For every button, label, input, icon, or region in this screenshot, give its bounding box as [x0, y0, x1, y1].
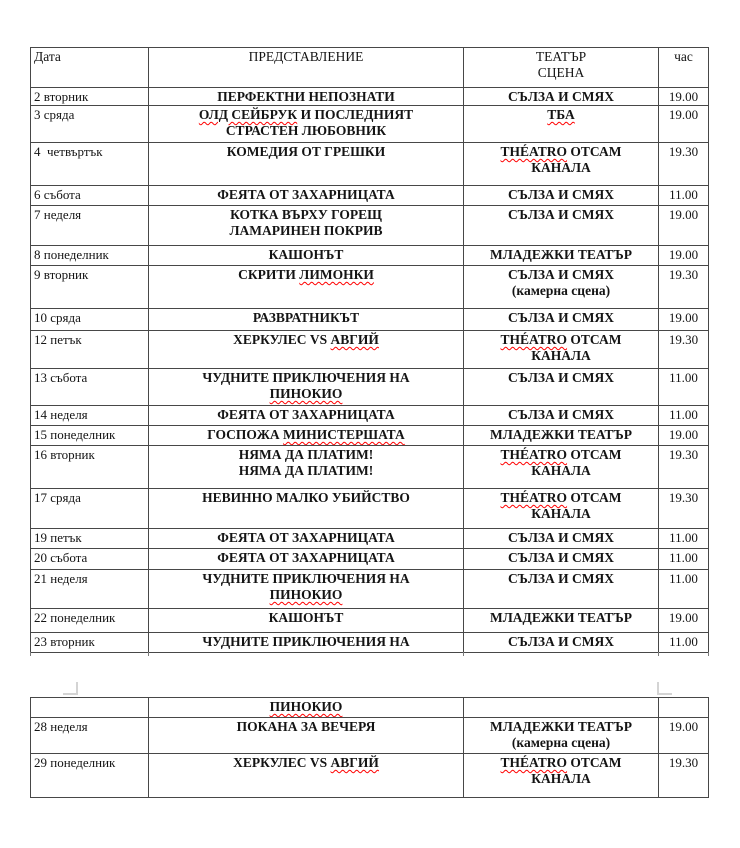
- text-segment: 16 вторник: [34, 447, 95, 462]
- text-segment: 11.00: [669, 571, 698, 586]
- cell-date: [31, 206, 149, 246]
- text-segment: ГОСПОЖА: [207, 427, 284, 442]
- text-segment: КАНАЛА: [531, 160, 591, 175]
- cell-performance: [149, 754, 464, 798]
- text-segment: 4 четвъртък: [34, 144, 103, 159]
- cell-performance: [149, 489, 464, 529]
- text-segment: ОТСАМ: [567, 332, 622, 347]
- cell-theatre: [464, 698, 659, 718]
- cell-theatre: [464, 331, 659, 369]
- text-segment: 19.00: [668, 107, 699, 122]
- text-segment: МЛАДЕЖКИ ТЕАТЪР: [489, 610, 632, 625]
- cell-date: [31, 331, 149, 369]
- cell-performance: [149, 206, 464, 246]
- misspelled-word: THÉATRO: [500, 144, 568, 159]
- cell-date: [31, 446, 149, 489]
- cell-theatre: [464, 754, 659, 798]
- schedule-row: [31, 446, 709, 489]
- schedule-row: [31, 106, 709, 143]
- text-segment: 13 събота: [34, 370, 88, 385]
- cell-performance: [149, 186, 464, 206]
- cell-time: [659, 331, 709, 369]
- column-header-theatre: [464, 48, 659, 88]
- text-segment: ОТСАМ: [567, 490, 622, 505]
- cell-performance: [149, 88, 464, 106]
- border-tick: [463, 652, 464, 656]
- schedule-row: [31, 570, 709, 609]
- text-segment: 14 неделя: [34, 407, 88, 422]
- column-header-date: [31, 48, 149, 88]
- text-segment: 19.30: [668, 447, 699, 462]
- text-segment: 11.00: [669, 370, 698, 385]
- text-segment: 3 сряда: [34, 107, 75, 122]
- cell-date: [31, 88, 149, 106]
- text-segment: СЪЛЗА И СМЯХ: [507, 571, 615, 586]
- text-segment: ЧУДНИТЕ ПРИКЛЮЧЕНИЯ НА: [202, 571, 410, 586]
- text-segment: ЛАМАРИНЕН ПОКРИВ: [229, 223, 383, 238]
- text-segment: 19.00: [668, 207, 699, 222]
- text-segment: МЛАДЕЖКИ ТЕАТЪР: [489, 247, 632, 262]
- cell-time: [659, 718, 709, 754]
- schedule-row: [31, 698, 709, 718]
- schedule-row: [31, 369, 709, 406]
- cell-date: [31, 266, 149, 309]
- schedule-row: [31, 88, 709, 106]
- cell-performance: [149, 426, 464, 446]
- cell-theatre: [464, 529, 659, 549]
- cell-performance: [149, 609, 464, 633]
- cell-performance: [149, 549, 464, 570]
- schedule-table-page2: [30, 697, 709, 798]
- text-segment: 19.00: [668, 427, 699, 442]
- cell-performance: [149, 143, 464, 186]
- text-segment: КАНАЛА: [531, 506, 591, 521]
- cell-theatre: [464, 186, 659, 206]
- schedule-table-page1: [30, 47, 709, 653]
- cell-performance: [149, 698, 464, 718]
- text-segment: СЪЛЗА И СМЯХ: [507, 267, 615, 282]
- cell-theatre: [464, 718, 659, 754]
- cell-date: [31, 489, 149, 529]
- text-segment: ПЕРФЕКТНИ НЕПОЗНАТИ: [217, 89, 395, 104]
- cell-time: [659, 186, 709, 206]
- misspelled-word: ОЛД СЕЙБРУК: [198, 107, 298, 122]
- misspelled-word: ПИНОКИО: [269, 386, 343, 401]
- text-segment: 2 вторник: [34, 89, 89, 104]
- schedule-row: [31, 529, 709, 549]
- text-segment: ЧУДНИТЕ ПРИКЛЮЧЕНИЯ НА: [202, 370, 410, 385]
- cell-time: [659, 698, 709, 718]
- cell-theatre: [464, 570, 659, 609]
- text-segment: 19.00: [668, 89, 699, 104]
- text-segment: ОТСАМ: [567, 144, 622, 159]
- cell-time: [659, 570, 709, 609]
- text-segment: 20 събота: [34, 550, 88, 565]
- cell-performance: [149, 570, 464, 609]
- text-segment: 19.30: [668, 144, 699, 159]
- text-segment: 11.00: [669, 407, 698, 422]
- page-corner-mark-right: [657, 682, 672, 695]
- cell-theatre: [464, 609, 659, 633]
- cell-time: [659, 106, 709, 143]
- text-segment: НЯМА ДА ПЛАТИМ!: [238, 447, 374, 462]
- cell-time: [659, 369, 709, 406]
- cell-time: [659, 88, 709, 106]
- text-segment: 19.30: [668, 490, 699, 505]
- cell-theatre: [464, 489, 659, 529]
- text-segment: ФЕЯТА ОТ ЗАХАРНИЦАТА: [217, 187, 395, 202]
- text-segment: 8 понеделник: [34, 247, 109, 262]
- text-segment: ЧУДНИТЕ ПРИКЛЮЧЕНИЯ НА: [202, 634, 410, 649]
- text-segment: НЯМА ДА ПЛАТИМ!: [238, 463, 374, 478]
- text-segment: СЪЛЗА И СМЯХ: [507, 310, 615, 325]
- text-segment: (камерна сцена): [511, 735, 611, 750]
- cell-date: [31, 609, 149, 633]
- text-segment: ФЕЯТА ОТ ЗАХАРНИЦАТА: [217, 530, 395, 545]
- cell-time: [659, 529, 709, 549]
- misspelled-word: ЛИМОНКИ: [299, 267, 374, 282]
- cell-theatre: [464, 143, 659, 186]
- border-tick: [30, 652, 31, 656]
- cell-performance: [149, 369, 464, 406]
- cell-time: [659, 633, 709, 653]
- misspelled-word: МИНИСТЕРШАТА: [283, 427, 405, 442]
- text-segment: 15 понеделник: [34, 427, 116, 442]
- cell-date: [31, 246, 149, 266]
- cell-theatre: [464, 426, 659, 446]
- text-segment: СЪЛЗА И СМЯХ: [507, 370, 615, 385]
- schedule-row: [31, 406, 709, 426]
- text-segment: (камерна сцена): [511, 283, 611, 298]
- text-segment: 22 понеделник: [34, 610, 116, 625]
- border-tick: [708, 652, 709, 656]
- cell-performance: [149, 106, 464, 143]
- misspelled-word: ПИНОКИО: [269, 699, 343, 714]
- text-segment: КАНАЛА: [531, 348, 591, 363]
- cell-performance: [149, 266, 464, 309]
- text-segment: СЪЛЗА И СМЯХ: [507, 550, 615, 565]
- text-segment: 17 сряда: [34, 490, 81, 505]
- text-segment: КОМЕДИЯ ОТ ГРЕШКИ: [226, 144, 386, 159]
- text-segment: ФЕЯТА ОТ ЗАХАРНИЦАТА: [217, 407, 395, 422]
- column-header-label: час: [674, 49, 693, 64]
- text-segment: РАЗВРАТНИКЪТ: [252, 310, 360, 325]
- misspelled-word: ТБА: [547, 107, 575, 122]
- cell-date: [31, 426, 149, 446]
- cell-performance: [149, 633, 464, 653]
- cell-time: [659, 206, 709, 246]
- schedule-row: [31, 609, 709, 633]
- cell-date: [31, 549, 149, 570]
- cell-time: [659, 426, 709, 446]
- cell-theatre: [464, 88, 659, 106]
- cell-theatre: [464, 206, 659, 246]
- cell-date: [31, 718, 149, 754]
- text-segment: И ПОСЛЕДНИЯТ: [297, 107, 414, 122]
- cell-theatre: [464, 406, 659, 426]
- text-segment: МЛАДЕЖКИ ТЕАТЪР: [489, 427, 632, 442]
- text-segment: СЪЛЗА И СМЯХ: [507, 407, 615, 422]
- misspelled-word: АВГИЙ: [330, 332, 379, 347]
- misspelled-word: THÉATRO: [500, 447, 568, 462]
- schedule-row: [31, 186, 709, 206]
- cell-time: [659, 446, 709, 489]
- cell-performance: [149, 529, 464, 549]
- cell-theatre: [464, 309, 659, 331]
- schedule-row: [31, 426, 709, 446]
- text-segment: 19.30: [668, 267, 699, 282]
- schedule-row: [31, 549, 709, 570]
- text-segment: 21 неделя: [34, 571, 88, 586]
- cell-performance: [149, 406, 464, 426]
- text-segment: 19 петък: [34, 530, 82, 545]
- cell-performance: [149, 446, 464, 489]
- border-tick: [148, 652, 149, 656]
- schedule-row: [31, 266, 709, 309]
- text-segment: 19.00: [668, 610, 699, 625]
- text-segment: 11.00: [669, 634, 698, 649]
- text-segment: 11.00: [669, 187, 698, 202]
- text-segment: СКРИТИ: [238, 267, 300, 282]
- text-segment: ОТСАМ: [567, 447, 622, 462]
- text-segment: 12 петък: [34, 332, 82, 347]
- text-segment: ХЕРКУЛЕС VS: [233, 332, 331, 347]
- cell-theatre: [464, 446, 659, 489]
- text-segment: СЪЛЗА И СМЯХ: [507, 634, 615, 649]
- cell-time: [659, 406, 709, 426]
- border-tick: [658, 652, 659, 656]
- text-segment: КАНАЛА: [531, 771, 591, 786]
- text-segment: НЕВИННО МАЛКО УБИЙСТВО: [202, 490, 410, 505]
- cell-time: [659, 754, 709, 798]
- cell-time: [659, 609, 709, 633]
- header-row: [31, 48, 709, 88]
- misspelled-word: THÉATRO: [500, 490, 568, 505]
- text-segment: КАШОНЪТ: [268, 247, 344, 262]
- cell-date: [31, 633, 149, 653]
- schedule-row: [31, 309, 709, 331]
- cell-theatre: [464, 549, 659, 570]
- text-segment: СЪЛЗА И СМЯХ: [507, 89, 615, 104]
- text-segment: 6 събота: [34, 187, 81, 202]
- cell-performance: [149, 331, 464, 369]
- cell-theatre: [464, 369, 659, 406]
- cell-time: [659, 266, 709, 309]
- column-header-label: ПРЕДСТАВЛЕНИЕ: [248, 49, 364, 64]
- cell-performance: [149, 309, 464, 331]
- cell-performance: [149, 718, 464, 754]
- column-header-time: [659, 48, 709, 88]
- cell-date: [31, 529, 149, 549]
- cell-time: [659, 143, 709, 186]
- cell-theatre: [464, 246, 659, 266]
- schedule-row: [31, 633, 709, 653]
- text-segment: 11.00: [669, 550, 698, 565]
- cell-theatre: [464, 106, 659, 143]
- text-segment: ПОКАНА ЗА ВЕЧЕРЯ: [236, 719, 376, 734]
- cell-performance: [149, 246, 464, 266]
- cell-time: [659, 309, 709, 331]
- cell-date: [31, 698, 149, 718]
- cell-date: [31, 754, 149, 798]
- misspelled-word: THÉATRO: [500, 755, 568, 770]
- cell-theatre: [464, 633, 659, 653]
- text-segment: СЪЛЗА И СМЯХ: [507, 207, 615, 222]
- text-segment: КОТКА ВЪРХУ ГОРЕЩ: [230, 207, 382, 222]
- column-header-performance: [149, 48, 464, 88]
- cell-date: [31, 143, 149, 186]
- schedule-row: [31, 246, 709, 266]
- cell-date: [31, 570, 149, 609]
- cell-time: [659, 549, 709, 570]
- cell-theatre: [464, 266, 659, 309]
- misspelled-word: АВГИЙ: [330, 755, 379, 770]
- cell-date: [31, 406, 149, 426]
- schedule-row: [31, 754, 709, 798]
- text-segment: 11.00: [669, 530, 698, 545]
- text-segment: 23 вторник: [34, 634, 95, 649]
- cell-date: [31, 309, 149, 331]
- text-segment: СЪЛЗА И СМЯХ: [507, 530, 615, 545]
- cell-time: [659, 246, 709, 266]
- cell-date: [31, 186, 149, 206]
- text-segment: 19.30: [668, 755, 699, 770]
- text-segment: СТРАСТЕН ЛЮБОВНИК: [225, 123, 387, 138]
- text-segment: 19.30: [668, 332, 699, 347]
- text-segment: 7 неделя: [34, 207, 82, 222]
- text-segment: 28 неделя: [34, 719, 88, 734]
- column-header-label: Дата: [34, 49, 61, 64]
- text-segment: МЛАДЕЖКИ ТЕАТЪР: [489, 719, 632, 734]
- cell-time: [659, 489, 709, 529]
- schedule-row: [31, 489, 709, 529]
- schedule-row: [31, 331, 709, 369]
- text-segment: ХЕРКУЛЕС VS: [233, 755, 331, 770]
- misspelled-word: ПИНОКИО: [269, 587, 343, 602]
- schedule-row: [31, 143, 709, 186]
- text-segment: 10 сряда: [34, 310, 81, 325]
- column-header-label: ТЕАТЪР: [535, 49, 587, 64]
- cell-date: [31, 369, 149, 406]
- text-segment: КАШОНЪТ: [268, 610, 344, 625]
- text-segment: ОТСАМ: [567, 755, 622, 770]
- page-corner-mark-left: [63, 682, 78, 695]
- column-header-label: СЦЕНА: [537, 65, 585, 80]
- text-segment: 19.00: [668, 247, 699, 262]
- cell-date: [31, 106, 149, 143]
- schedule-row: [31, 206, 709, 246]
- text-segment: КАНАЛА: [531, 463, 591, 478]
- text-segment: 19.00: [668, 310, 699, 325]
- text-segment: 9 вторник: [34, 267, 89, 282]
- misspelled-word: THÉATRO: [500, 332, 568, 347]
- schedule-row: [31, 718, 709, 754]
- text-segment: 19.00: [668, 719, 699, 734]
- text-segment: СЪЛЗА И СМЯХ: [507, 187, 615, 202]
- text-segment: 29 понеделник: [34, 755, 116, 770]
- text-segment: ФЕЯТА ОТ ЗАХАРНИЦАТА: [217, 550, 395, 565]
